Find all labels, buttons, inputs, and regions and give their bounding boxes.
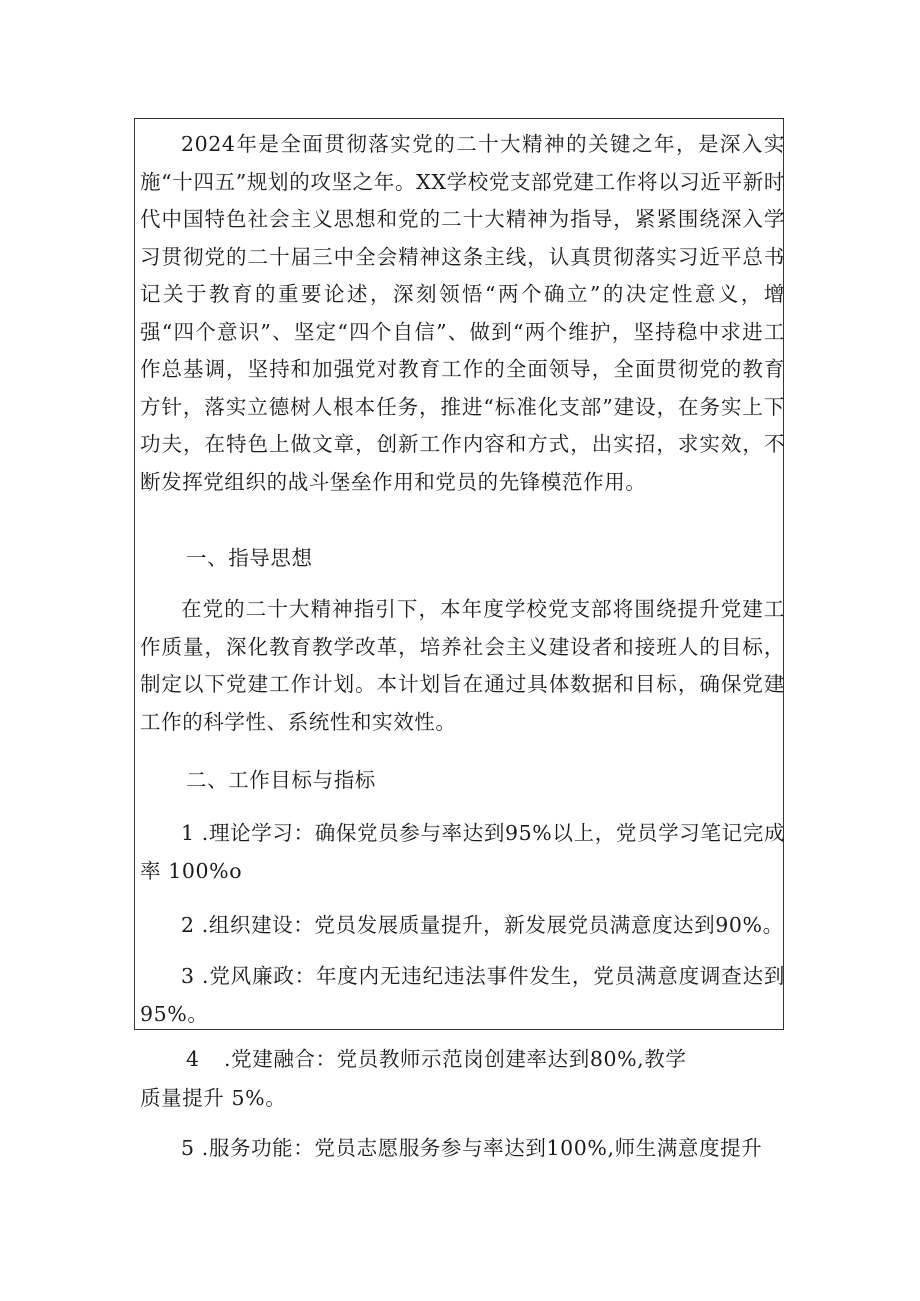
goal-item-integration-line2: 质量提升 5%。	[140, 1086, 287, 1110]
goal-item-theory-study: 1 .理论学习：确保党员参与率达到95%以上，党员学习笔记完成率 100%o	[140, 821, 785, 883]
section-heading-guiding-ideology: 一、指导思想	[186, 546, 313, 570]
intro-paragraph: 2024年是全面贯彻落实党的二十大精神的关键之年，是深入实施“十四五”规划的攻坚之年。XX学校党支部党建工作将以习近平新时代中国特色社会主义思想和党的二十大精神为指导，紧紧围绕深入学习贯彻党的二十届三中全会精神这条主线，认真贯彻落实习近平总书记关于教育的重要论述，深刻领悟“两个确立”的决定性意义，增强“四个意识”、坚定“四个自信”、做到“两个维护，坚持稳中求进工作总基调，坚持和加强党对教育工作的全面领导，全面贯彻党的教育方针，落实立德树人根本任务，推进“标准化支部”建设，在务实上下功夫，在特色上做文章，创新工作内容和方式，出实招，求实效，不断发挥党组织的战斗堡垒作用和党员的先锋模范作用。	[140, 132, 785, 494]
goal-item-organization: 2 .组织建设：党员发展质量提升，新发展党员满意度达到90%。	[181, 913, 784, 937]
goal-item-integration-line1: .党建融合：党员教师示范岗创建率达到80%,教学	[224, 1047, 687, 1071]
section-heading-goals: 二、工作目标与指标	[186, 768, 376, 792]
goal-item-integrity: 3 .党风廉政：年度内无违纪违法事件发生，党员满意度调查达到95%。	[140, 964, 785, 1026]
goal-item-number-4: 4	[186, 1047, 200, 1071]
goal-item-service: 5 .服务功能：党员志愿服务参与率达到100%,师生满意度提升	[181, 1136, 763, 1160]
guiding-ideology-paragraph: 在党的二十大精神指引下，本年度学校党支部将围绕提升党建工作质量，深化教育教学改革，培养社会主义建设者和接班人的目标，制定以下党建工作计划。本计划旨在通过具体数据和目标，确保党建工作的科学性、系统性和实效性。	[140, 597, 785, 734]
